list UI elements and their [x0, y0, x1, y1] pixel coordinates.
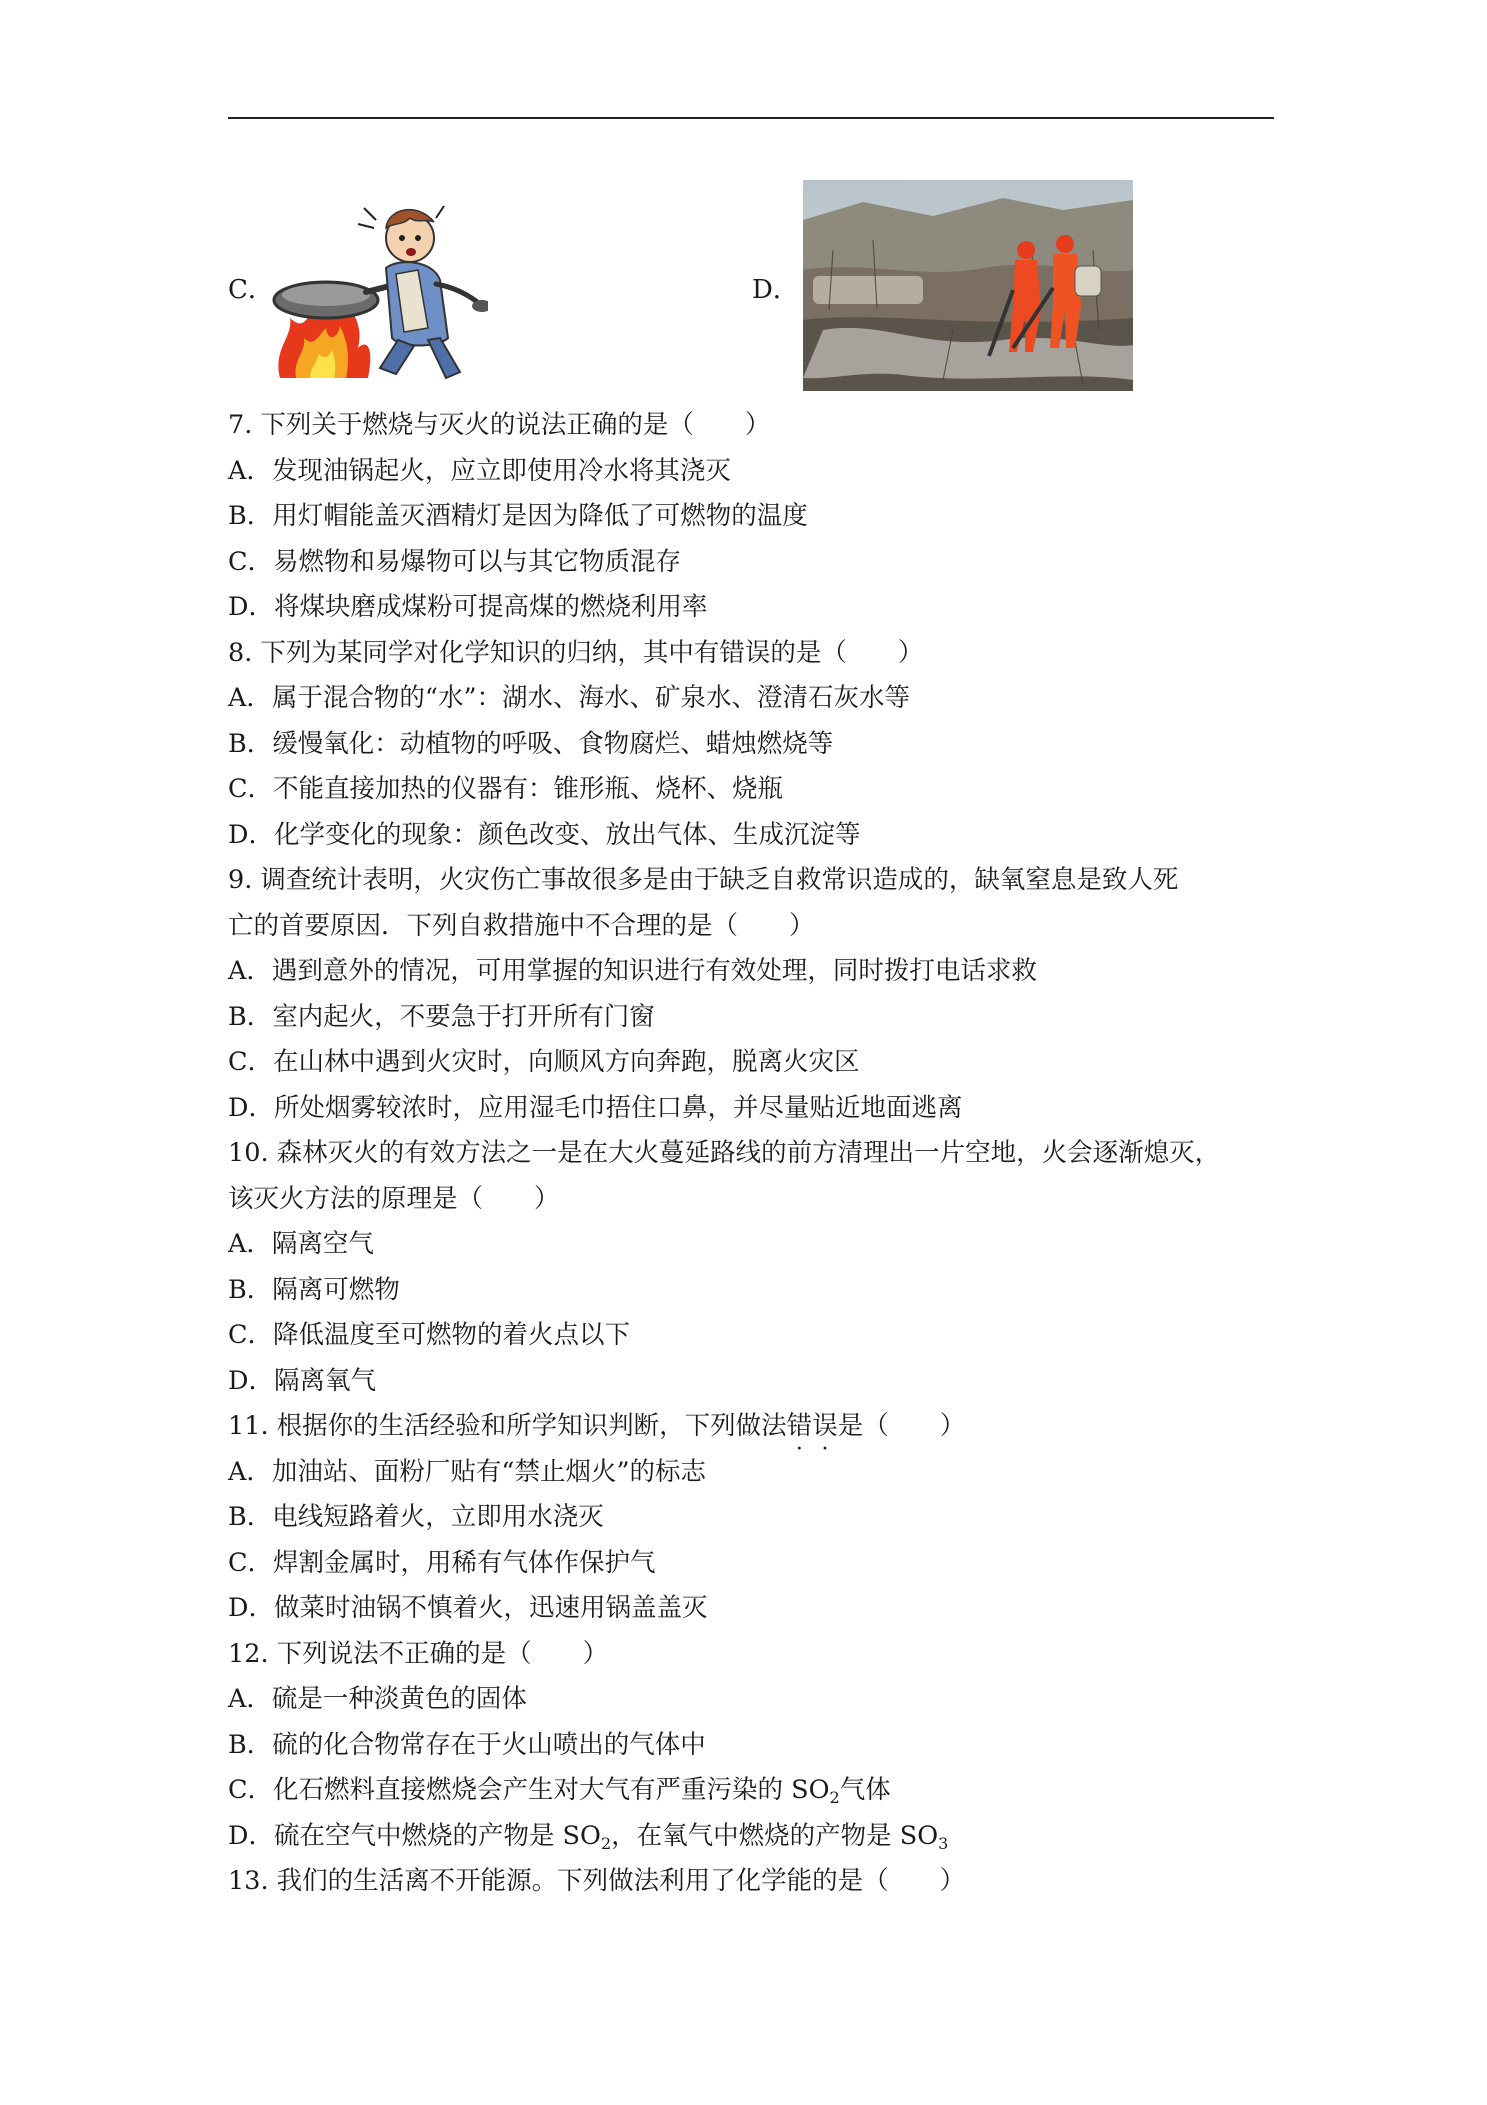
question-12-option-b: B．硫的化合物常存在于火山喷出的气体中 — [228, 1729, 706, 1760]
question-10-stem-line-2: 该灭火方法的原理是（ ） — [228, 1183, 560, 1214]
question-9-option-b: B．室内起火，不要急于打开所有门窗 — [228, 1001, 655, 1032]
question-8-option-c: C．不能直接加热的仪器有：锥形瓶、烧杯、烧瓶 — [228, 774, 784, 804]
question-9-option-c: C．在山林中遇到火灾时，向顺风方向奔跑，脱离火灾区 — [228, 1047, 860, 1077]
question-8-stem: 8. 下列为某同学对化学知识的归纳，其中有错误的是（ ） — [228, 637, 924, 668]
question-9-stem-line-2: 亡的首要原因．下列自救措施中不合理的是（ ） — [228, 910, 815, 941]
question-7-option-b: B．用灯帽能盖灭酒精灯是因为降低了可燃物的温度 — [228, 501, 808, 531]
panicked-cook-pan-fire-illustration — [268, 188, 488, 388]
question-9-option-a: A．遇到意外的情况，可用掌握的知识进行有效处理，同时拨打电话求救 — [228, 956, 1037, 986]
question-12-stem: 12. 下列说法不正确的是（ ） — [228, 1638, 609, 1669]
header-rule — [228, 117, 1274, 119]
question-9-option-d: D．所处烟雾较浓时，应用湿毛巾捂住口鼻，并尽量贴近地面逃离 — [228, 1092, 963, 1123]
question-7-option-a: A．发现油锅起火，应立即使用冷水将其浇灭 — [228, 455, 731, 486]
subscript: 3 — [938, 1833, 949, 1853]
firefighters-forest-fire-photo — [803, 180, 1133, 391]
question-11-option-c: C．焊割金属时，用稀有气体作保护气 — [228, 1547, 656, 1578]
question-13-stem: 13. 我们的生活离不开能源。下列做法利用了化学能的是（ ） — [228, 1866, 966, 1896]
option-c-label: C． — [228, 275, 274, 305]
question-list — [228, 403, 1288, 1905]
question-11-stem-before: 11. 根据你的生活经验和所学知识判断，下列做法 — [228, 1411, 787, 1441]
question-8-option-d: D．化学变化的现象：颜色改变、放出气体、生成沉淀等 — [228, 819, 861, 850]
emphasis-char-1: 错 — [786, 1411, 813, 1441]
question-8-option-b: B．缓慢氧化：动植物的呼吸、食物腐烂、蜡烛燃烧等 — [228, 728, 834, 759]
question-11-stem — [228, 1404, 1288, 1450]
question-7-option-c: C．易燃物和易爆物可以与其它物质混存 — [228, 546, 682, 577]
option-d-text-mid: ，在氧气中燃烧的产物是 SO — [611, 1820, 939, 1851]
question-10-option-c: C．降低温度至可燃物的着火点以下 — [228, 1320, 631, 1350]
question-11-option-d: D．做菜时油锅不慎着火，迅速用锅盖盖灭 — [228, 1593, 708, 1623]
question-7-stem: 7. 下列关于燃烧与灭火的说法正确的是（ ） — [228, 410, 771, 440]
question-9-stem-line-1: 9. 调查统计表明，火灾伤亡事故很多是由于缺乏自救常识造成的，缺氧窒息是致人死 — [228, 865, 1179, 895]
subscript: 2 — [829, 1788, 840, 1807]
question-10-option-b: B．隔离可燃物 — [228, 1274, 400, 1305]
subscript: 2 — [600, 1833, 612, 1853]
question-12-option-a: A．硫是一种淡黄色的固体 — [228, 1684, 527, 1714]
option-d-label: D． — [752, 275, 799, 305]
question-11-stem-after: 是（ ） — [837, 1411, 966, 1441]
emphasis-char-2: 误 — [812, 1411, 838, 1441]
question-11-option-a: A．加油站、面粉厂贴有“禁止烟火”的标志 — [228, 1456, 706, 1487]
question-7-option-d: D．将煤块磨成煤粉可提高煤的燃烧利用率 — [228, 592, 708, 622]
question-10-option-d: D．隔离氧气 — [228, 1365, 376, 1396]
question-10-option-a: A．隔离空气 — [228, 1229, 374, 1259]
question-12-option-c — [228, 1768, 1288, 1814]
option-c-text: C．化石燃料直接燃烧会产生对大气有严重污染的 SO — [228, 1775, 830, 1805]
question-11-option-b: B．电线短路着火，立即用水浇灭 — [228, 1502, 604, 1532]
question-10-stem-line-1: 10. 森林灭火的有效方法之一是在大火蔓延路线的前方清理出一片空地，火会逐渐熄灭， — [228, 1138, 1221, 1168]
question-8-option-a: A．属于混合物的“水”：湖水、海水、矿泉水、澄清石灰水等 — [228, 683, 910, 713]
question-12-option-d — [228, 1814, 1288, 1860]
option-d-text: D．硫在空气中燃烧的产物是 SO — [228, 1820, 601, 1851]
option-c-text-end: 气体 — [839, 1775, 891, 1805]
